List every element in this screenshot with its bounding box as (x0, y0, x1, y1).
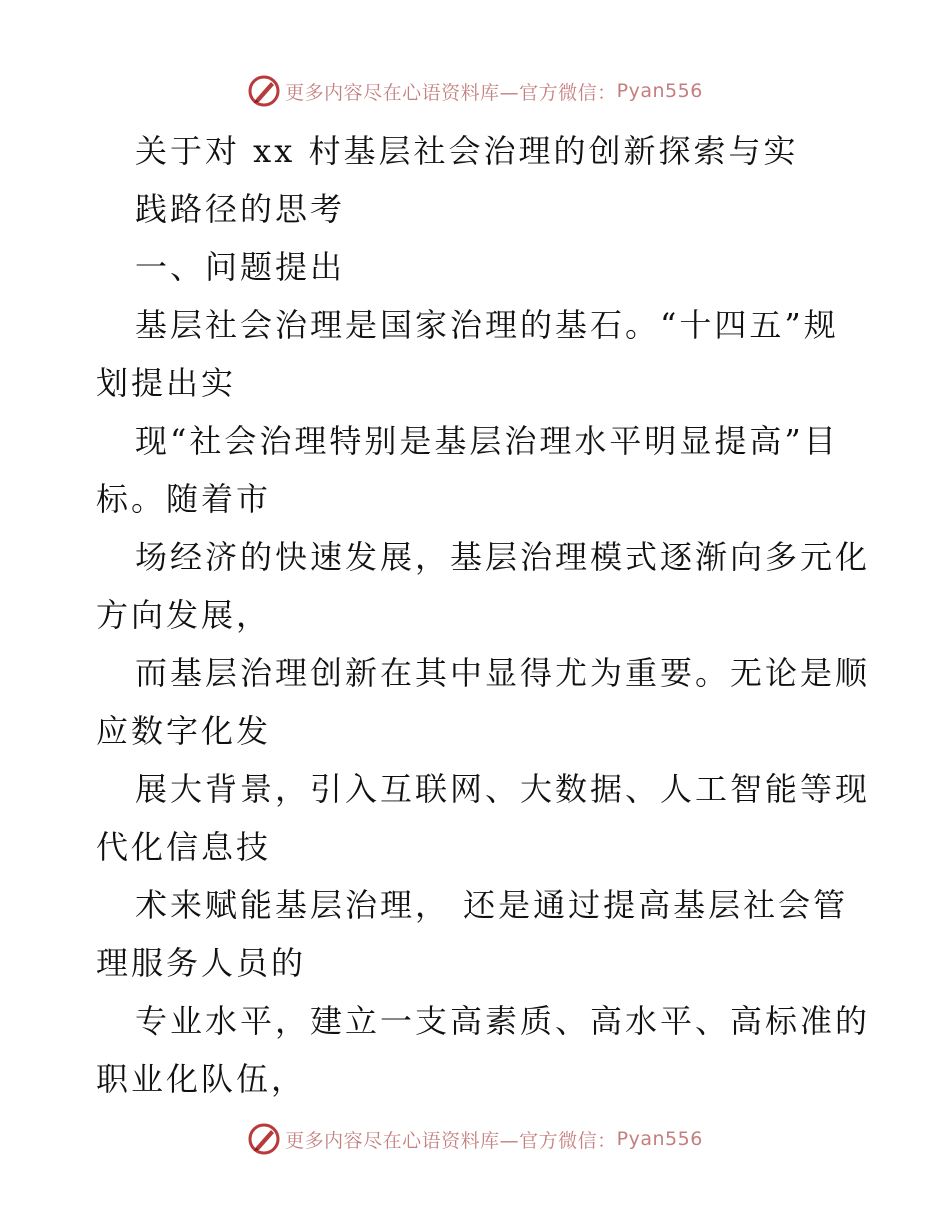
section-heading: 一、问题提出 (135, 248, 346, 286)
pen-logo-icon (247, 1122, 281, 1156)
pen-logo-icon (247, 74, 281, 108)
footer-banner-text: 更多内容尽在心语资料库—官方微信： (285, 1129, 617, 1152)
paragraph-line: 方向发展， (96, 596, 272, 634)
paragraph-line: 职业化队伍， (96, 1060, 307, 1098)
paragraph-line: 应数字化发 (96, 712, 272, 750)
document-body (96, 122, 871, 1108)
paragraph-line: 专业水平，建立一支高素质、高水平、高标准的 (135, 1002, 871, 1040)
paragraph-line: 术来赋能基层治理， 还是通过提高基层社会管 (135, 886, 849, 924)
paragraph-line: 而基层治理创新在其中显得尤为重要。无论是顺 (135, 654, 871, 692)
title-line-2: 践路径的思考 (135, 190, 346, 228)
paragraph-line: 理服务人员的 (96, 944, 307, 982)
paragraph-line: 场经济的快速发展，基层治理模式逐渐向多元化 (135, 538, 871, 576)
paragraph-line: 基层社会治理是国家治理的基石。“十四五”规 (135, 306, 839, 344)
paragraph-line: 划提出实 (96, 364, 237, 402)
footer-watermark-banner (0, 1119, 950, 1159)
paragraph-line: 标。随着市 (96, 480, 272, 518)
header-watermark-banner (0, 71, 950, 111)
paragraph-line: 展大背景，引入互联网、大数据、人工智能等现 (135, 770, 871, 808)
paragraph-line: 现“社会治理特别是基层治理水平明显提高”目 (135, 422, 839, 460)
title-line-1: 关于对 xx 村基层社会治理的创新探索与实 (135, 132, 799, 170)
header-banner-account: Pyan556 (616, 80, 703, 102)
paragraph-line: 代化信息技 (96, 828, 272, 866)
header-banner-text: 更多内容尽在心语资料库—官方微信： (285, 81, 617, 104)
footer-banner-account: Pyan556 (616, 1128, 703, 1150)
